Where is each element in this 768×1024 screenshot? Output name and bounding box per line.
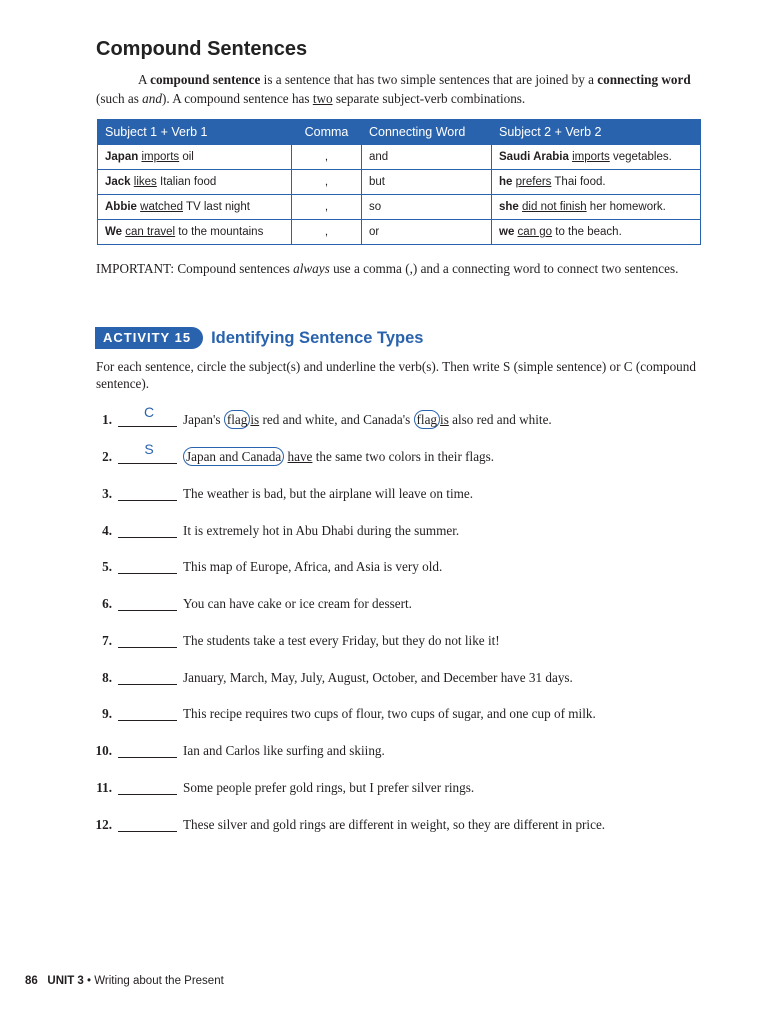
exercise-item [0,743,768,763]
answer-blank[interactable] [118,426,177,427]
cell-comma: , [292,170,362,195]
intro-example-word: and [142,91,162,106]
intro-underlined-word: two [312,91,333,106]
intro-text: ). A compound sentence has [161,91,313,106]
exercise-item [0,817,768,837]
rest: to the mountains [175,226,264,238]
subject: he [499,176,513,188]
exercise-sentence: The students take a test every Friday, but they do not like it! [183,633,500,648]
activity-directions: For each sentence, circle the subject(s) and underline the verb(s). Then write S (simple sentence) or C (compound sentence). [96,359,696,391]
compound-sentence-table [97,119,701,245]
note-text: use a comma (,) and a connecting word to connect two sentences. [329,261,679,276]
exercise-sentence: You can have cake or ice cream for dessert. [183,596,412,611]
exercise-item [0,670,768,690]
answer-blank[interactable] [118,720,177,721]
exercise-sentence: Ian and Carlos like surfing and skiing. [183,743,385,758]
exercise-sentence: Some people prefer gold rings, but I prefer silver rings. [183,780,475,795]
page-number: 86 [25,975,38,987]
rest: vegetables. [609,151,672,163]
subject: she [499,201,519,213]
section-title: Writing about the Present [94,975,224,987]
intro-text: (such as [96,91,143,106]
exercise-number: 6. [102,596,112,611]
handwritten-answer: C [143,404,155,420]
rest: to the beach. [552,226,622,238]
cell-clause1 [98,145,292,170]
activity-header [95,327,423,349]
exercise-sentence [183,412,552,428]
cell-connecting-word: or [362,220,492,245]
intro-text: is a sentence that has two simple sentences that are joined by a [260,72,598,87]
activity-badge: ACTIVITY 15 [95,327,203,349]
verb: imports [141,151,180,163]
header-connecting-word: Connecting Word [362,120,492,145]
underlined-verb: is [440,412,449,427]
table-row [98,145,701,170]
exercise-number: 12. [95,817,112,832]
verb: imports [572,151,610,163]
answer-blank[interactable] [118,757,177,758]
header-subject1-verb1: Subject 1 + Verb 1 [98,120,292,145]
table-header-row [98,120,701,145]
exercise-number: 10. [95,743,112,758]
verb: can travel [125,226,176,238]
rest: Thai food. [551,176,606,188]
exercise-sentence: January, March, May, July, August, October, and December have 31 days. [183,670,573,685]
intro-text: separate subject-verb combinations. [332,91,526,106]
cell-clause2 [492,220,701,245]
verb: watched [140,201,183,213]
sentence-text: red and white, and Canada's [259,412,414,427]
table-row [98,195,701,220]
answer-blank[interactable] [118,794,177,795]
exercise-item [0,706,768,726]
subject: Jack [105,176,131,188]
term-compound-sentence: compound sentence [150,72,261,87]
page-title: Compound Sentences [96,38,308,60]
cell-connecting-word: and [362,145,492,170]
exercise-item [0,486,768,506]
cell-clause1 [98,220,292,245]
intro-text: A [138,72,151,87]
subject: we [499,226,515,238]
underlined-verb: have [287,449,313,464]
exercise-sentence: This map of Europe, Africa, and Asia is very old. [183,559,443,574]
answer-blank[interactable] [118,537,177,538]
answer-blank[interactable] [118,831,177,832]
exercise-number: 4. [102,523,112,538]
header-subject2-verb2: Subject 2 + Verb 2 [492,120,701,145]
table-row [98,220,701,245]
circled-subject: flag [414,410,441,429]
answer-blank[interactable] [118,647,177,648]
sentence-text: the same two colors in their flags. [312,449,495,464]
exercise-number: 11. [96,780,112,795]
term-connecting-word: connecting word [597,72,691,87]
rest: her homework. [586,201,666,213]
exercise-item [0,559,768,579]
exercise-sentence [183,449,494,465]
exercise-number: 8. [102,670,112,685]
exercise-number: 9. [102,706,112,721]
cell-clause1 [98,170,292,195]
cell-connecting-word: but [362,170,492,195]
answer-blank[interactable] [118,463,177,464]
exercise-sentence: This recipe requires two cups of flour, two cups of sugar, and one cup of milk. [183,706,596,721]
unit-label: UNIT 3 [47,975,84,987]
cell-clause2 [492,195,701,220]
subject: Abbie [105,201,137,213]
exercise-sentence: These silver and gold rings are different in weight, so they are different in price. [183,817,606,832]
rest: Italian food [156,176,217,188]
exercise-item [0,633,768,653]
exercise-number: 7. [102,633,112,648]
cell-clause2 [492,170,701,195]
footer-bullet: • [83,975,95,987]
exercise-number: 5. [102,559,112,574]
exercise-item [0,523,768,543]
important-note [96,260,696,277]
verb: did not finish [522,201,587,213]
rest: oil [179,151,194,163]
note-emphasis: always [293,261,330,276]
cell-clause1 [98,195,292,220]
exercise-item [0,596,768,616]
exercise-item [0,780,768,800]
verb: prefers [515,176,552,188]
answer-blank[interactable] [118,573,177,574]
circled-subject: Japan and Canada [183,447,284,466]
verb: likes [133,176,157,188]
cell-clause2 [492,145,701,170]
sentence-text: also red and white. [448,412,552,427]
underlined-verb: is [250,412,260,427]
exercise-number: 2. [102,449,112,464]
subject: We [105,226,123,238]
answer-blank[interactable] [118,610,177,611]
cell-connecting-word: so [362,195,492,220]
cell-comma: , [292,145,362,170]
exercise-number: 3. [102,486,112,501]
note-text: IMPORTANT: Compound sentences [96,261,294,276]
circled-subject: flag [224,410,251,429]
intro-paragraph [96,70,696,108]
verb: can go [517,226,553,238]
exercise-item [0,404,768,432]
exercise-number: 1. [102,412,112,427]
exercise-sentence: The weather is bad, but the airplane will leave on time. [183,486,474,501]
exercise-item [0,441,768,469]
rest: TV last night [183,201,250,213]
answer-blank[interactable] [118,684,177,685]
subject: Saudi Arabia [499,151,569,163]
sentence-text: Japan's [183,412,224,427]
exercise-sentence: It is extremely hot in Abu Dhabi during the summer. [183,523,460,538]
subject: Japan [105,151,139,163]
cell-comma: , [292,220,362,245]
activity-title: Identifying Sentence Types [211,328,424,347]
answer-blank[interactable] [118,500,177,501]
handwritten-answer: S [144,441,154,457]
table-row [98,170,701,195]
header-comma: Comma [292,120,362,145]
cell-comma: , [292,195,362,220]
page-footer [25,975,224,987]
